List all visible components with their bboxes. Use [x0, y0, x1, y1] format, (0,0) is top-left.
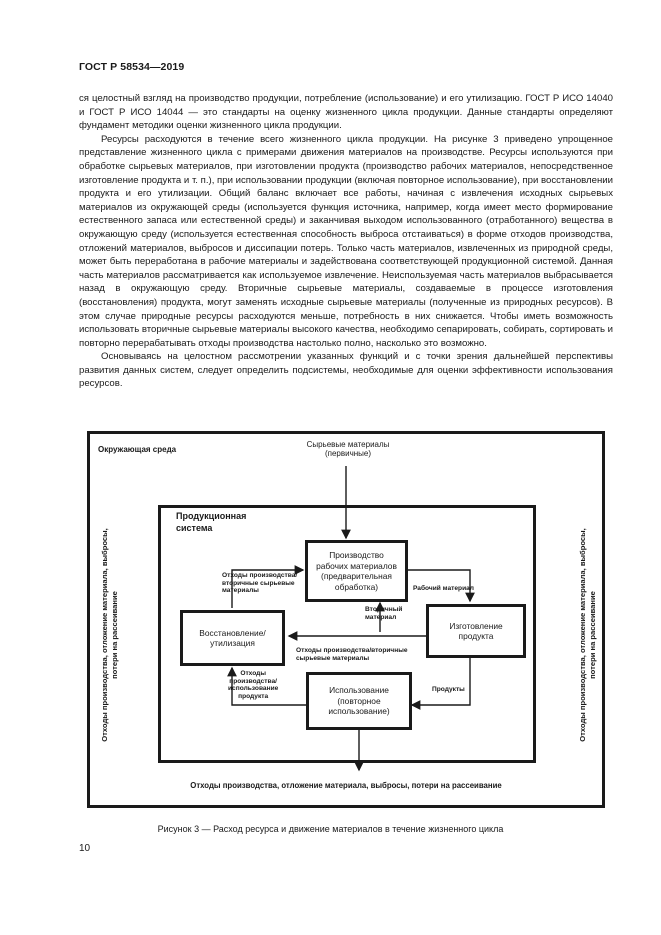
environment-label: Окружающая среда — [98, 445, 177, 454]
page-number: 10 — [79, 843, 91, 854]
products-label: Продукты — [432, 686, 465, 693]
waste-usage-label: Отходы производства/ использование продукта — [228, 670, 279, 700]
waste-secondary-raw-label: Отходы производства/вторичные сырьевые материалы — [296, 647, 408, 662]
working-material-label: Рабочий материал — [413, 585, 474, 592]
waste-secondary-raw-left-label: Отходы производства/ вторичные сырьевые материалы — [222, 572, 298, 595]
box-recovery: Восстановление/ утилизация — [180, 610, 285, 666]
bottom-waste-label: Отходы производства, отложение материала, выбросы, потери на рассеивание — [190, 781, 502, 790]
paragraph: Ресурсы расходуются в течение всего жизненного цикла продукции. На рисунке 3 приведено упрощенное представление жизненного цикла с примерами движения материалов на производстве. Ресурсы используются при обработке сырьевых материалов, при изготовлении продукта (производство рабочих материалов, непосредственное изготовление продукта и т. п.), при использовании продукции (включая повторное использование), при восстановлении продукта и его утилизации. Общий баланс включает все работы, начиная с извлечения исходных сырьевых материалов из окружающей среды (используется функция источника, например, когда имеет место формирование естественного запаса или естественной среды) и заканчивая выходом использованного (отработанного) вещества в окружающую среду (используется естественная способность выброса отстаиваться) в форме отходов производства, отложений материалов, выбросов и диссипации потерь. Только часть материалов, извлеченных из природной среды, может быть переработана в рабочие материалы и задействована соответствующей продукционной системой. Данная часть материалов рассматривается как используемое извлечение. Неиспользуемая часть материалов выбрасывается назад в окружающую среду. Вторичные сырьевые материалы, создаваемые в процессе изготовления (восстановления) продукта, могут заменять исходные сырьевые материалы (полученные из природных ресурсов). В этом случае природные ресурсы расходуются меньше, потребность в них снижается. Чтобы иметь возможность использовать вторичные сырьевые материалы высокого качества, необходимо сепарировать, собирать, сортировать и повторно перерабатывать отходы производства настолько полно, насколько это возможно. — [79, 133, 614, 349]
arrow-manufacturing-to-usage — [412, 658, 470, 705]
right-side-waste-label: Отходы производства, отложение материала, выбросы, потери на рассеивание — [578, 528, 597, 742]
paragraph: Основываясь на целостном рассмотрении указанных функций и с точки зрения дальнейшей перспективы развития данных систем, следует определить подсистемы, необходимые для оценки эффективности использования ресурсов. — [79, 351, 613, 390]
figure-caption: Рисунок 3 — Расход ресурса и движение материалов в течение жизненного цикла — [157, 824, 504, 834]
box-manufacturing: Изготовление продукта — [426, 604, 526, 658]
box-production-materials: Производство рабочих материалов (предварительная обработка) — [305, 540, 408, 602]
secondary-material-label: Вторичный материал — [365, 606, 403, 621]
production-system-label: Продукционная система — [176, 511, 247, 533]
raw-materials-label: Сырьевые материалы (первичные) — [306, 440, 390, 458]
document-header: ГОСТ Р 58534—2019 — [79, 61, 185, 73]
paragraph: ся целостный взгляд на производство продукции, потребление (использование) и его утилизацию. ГОСТ Р ИСО 14040 и ГОСТ Р ИСО 14044 — это стандарты на оценку жизненного цикла продукции. Данные стандарты определяют фундамент методики оценки жизненного цикла продукции. — [79, 93, 613, 132]
box-usage: Использование (повторное использование) — [306, 672, 412, 730]
left-side-waste-label: Отходы производства, отложение материала, выбросы, потери на рассеивание — [100, 528, 119, 742]
